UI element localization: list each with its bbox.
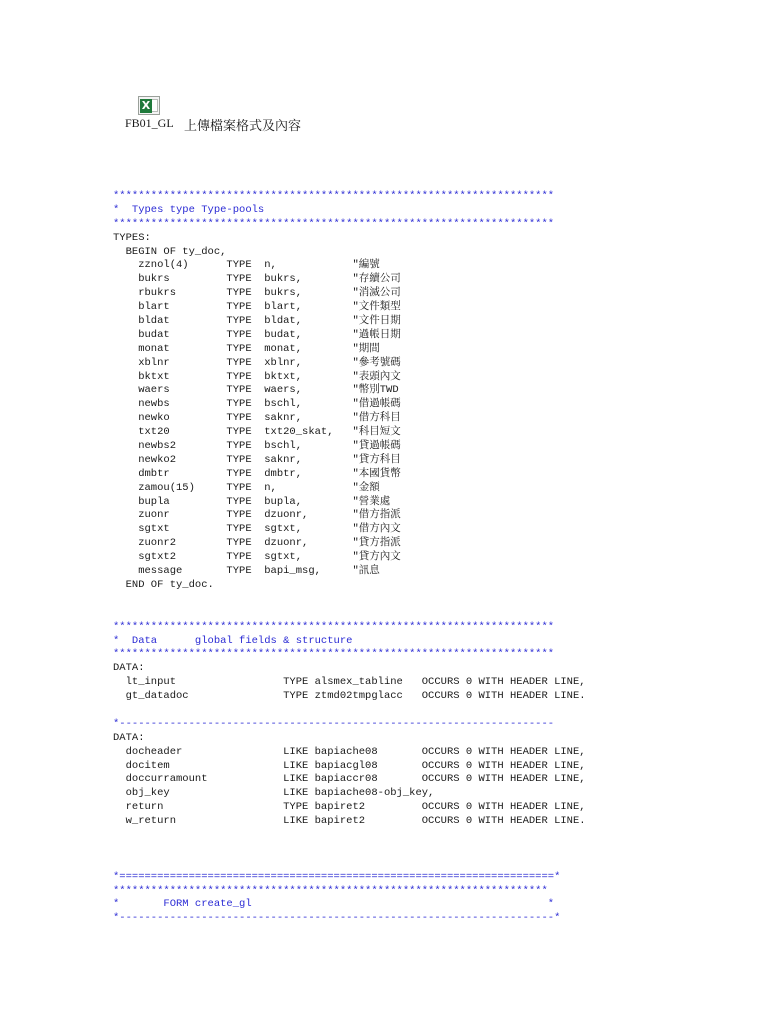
code-line: zuonr TYPE dzuonr, "借方指派 [113, 509, 401, 522]
code-comment-line: ********************************************************************** [113, 620, 555, 633]
code-line: bldat TYPE bldat, "文件日期 [113, 315, 401, 328]
code-comment-line: ********************************************************************* [113, 884, 548, 897]
code-line: gt_datadoc TYPE ztmd02tmpglacc OCCURS 0 WITH HEADER LINE. [113, 690, 586, 703]
code-comment-line: *=====================================================================* [113, 870, 561, 883]
code-line: rbukrs TYPE bukrs, "消滅公司 [113, 287, 401, 300]
code-line [113, 593, 586, 607]
code-comment-line: * FORM create_gl * [113, 898, 555, 911]
code-line: monat TYPE monat, "期間 [113, 342, 380, 355]
code-line: message TYPE bapi_msg, "訊息 [113, 565, 380, 578]
code-line: TYPES: [113, 231, 151, 244]
code-line: txt20 TYPE txt20_skat, "科目短文 [113, 426, 401, 439]
code-line: BEGIN OF ty_doc, [113, 245, 227, 258]
code-line: blart TYPE blart, "文件類型 [113, 301, 401, 314]
code-line: doccurramount LIKE bapiaccr08 OCCURS 0 WITH HEADER LINE, [113, 773, 586, 786]
code-line: sgtxt TYPE sgtxt, "借方內文 [113, 523, 401, 536]
attachment-caption: 上傳檔案格式及內容 [184, 118, 302, 133]
code-line: lt_input TYPE alsmex_tabline OCCURS 0 WITH HEADER LINE, [113, 676, 586, 689]
code-line: DATA: [113, 662, 145, 675]
code-line: newko TYPE saknr, "借方科目 [113, 412, 401, 425]
excel-x-glyph: X [141, 99, 151, 112]
code-comment-line: *--------------------------------------------------------------------- [113, 717, 555, 730]
code-line [113, 704, 586, 718]
code-comment-line: * Data global fields & structure [113, 634, 353, 647]
code-line: dmbtr TYPE dmbtr, "本國貨幣 [113, 467, 401, 480]
code-line: zamou(15) TYPE n, "金額 [113, 481, 380, 494]
code-line: docheader LIKE bapiache08 OCCURS 0 WITH HEADER LINE, [113, 745, 586, 758]
code-line: bupla TYPE bupla, "營業處 [113, 495, 391, 508]
code-line: bktxt TYPE bktxt, "表頭內文 [113, 370, 401, 383]
code-line: xblnr TYPE xblnr, "參考號碼 [113, 356, 401, 369]
code-line: waers TYPE waers, "幣別TWD [113, 384, 399, 397]
code-line: return TYPE bapiret2 OCCURS 0 WITH HEADER LINE, [113, 801, 586, 814]
code-line: newbs TYPE bschl, "借過帳碼 [113, 398, 401, 411]
code-line: newko2 TYPE saknr, "貸方科目 [113, 453, 401, 466]
code-comment-line: ********************************************************************** [113, 190, 555, 202]
code-line: budat TYPE budat, "過帳日期 [113, 328, 401, 341]
code-line [113, 843, 586, 857]
code-line: END OF ty_doc. [113, 578, 214, 591]
code-line: w_return LIKE bapiret2 OCCURS 0 WITH HEADER LINE. [113, 815, 586, 828]
code-line [113, 607, 586, 621]
abap-code-listing [113, 190, 586, 926]
code-line: docitem LIKE bapiacgl08 OCCURS 0 WITH HEADER LINE, [113, 759, 586, 772]
code-line: sgtxt2 TYPE sgtxt, "貸方內文 [113, 551, 401, 564]
attachment-file-name[interactable]: FB01_GL [125, 116, 174, 130]
code-comment-line: ********************************************************************** [113, 217, 555, 230]
excel-file-icon[interactable] [138, 96, 160, 115]
code-line: zznol(4) TYPE n, "編號 [113, 259, 380, 272]
code-line: zuonr2 TYPE dzuonr, "貸方指派 [113, 537, 401, 550]
code-line: newbs2 TYPE bschl, "貸過帳碼 [113, 440, 401, 453]
code-line: obj_key LIKE bapiache08-obj_key, [113, 787, 435, 800]
code-line: DATA: [113, 731, 145, 744]
code-line: bukrs TYPE bukrs, "存續公司 [113, 273, 401, 286]
code-line [113, 829, 586, 843]
code-line [113, 857, 586, 871]
code-comment-line: ********************************************************************** [113, 648, 555, 661]
code-comment-line: * Types type Type-pools [113, 203, 265, 216]
code-comment-line: *---------------------------------------------------------------------* [113, 912, 561, 925]
